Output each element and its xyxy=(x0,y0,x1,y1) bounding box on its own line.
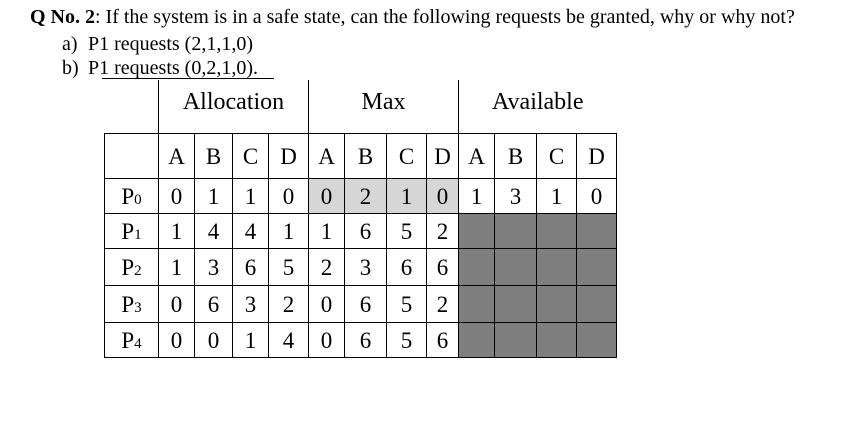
column-header-empty xyxy=(105,134,159,179)
allocation-cell: 1 xyxy=(195,179,233,214)
corner-cell xyxy=(105,80,159,134)
max-cell: 6 xyxy=(387,249,427,286)
column-header: D xyxy=(577,134,617,179)
column-header: B xyxy=(195,134,233,179)
allocation-cell: 1 xyxy=(233,323,269,358)
max-cell: 5 xyxy=(387,323,427,358)
allocation-cell: 3 xyxy=(195,249,233,286)
allocation-cell: 4 xyxy=(195,214,233,249)
table-row xyxy=(105,323,617,358)
column-header: C xyxy=(233,134,269,179)
column-header: B xyxy=(495,134,537,179)
column-header-row xyxy=(105,134,617,179)
process-name xyxy=(105,249,159,286)
max-cell: 1 xyxy=(309,214,345,249)
column-header: A xyxy=(159,134,195,179)
allocation-cell: 0 xyxy=(159,179,195,214)
available-cell: 1 xyxy=(537,179,577,214)
allocation-cell: 1 xyxy=(159,249,195,286)
process-label: P2 xyxy=(121,254,142,280)
available-cell xyxy=(495,249,537,286)
column-header: C xyxy=(387,134,427,179)
available-cell: 0 xyxy=(577,179,617,214)
allocation-cell: 0 xyxy=(195,323,233,358)
available-cell xyxy=(459,214,495,249)
table-row xyxy=(105,179,617,214)
sub-question-b-label: b) xyxy=(62,57,79,79)
max-cell: 0 xyxy=(427,179,459,214)
max-cell: 6 xyxy=(345,286,387,323)
process-label: P4 xyxy=(121,327,142,353)
available-cell xyxy=(495,323,537,358)
max-cell: 6 xyxy=(345,214,387,249)
available-cell xyxy=(577,249,617,286)
allocation-cell: 1 xyxy=(269,214,309,249)
table-row xyxy=(105,249,617,286)
available-cell xyxy=(537,214,577,249)
available-cell xyxy=(459,249,495,286)
table-row xyxy=(105,214,617,249)
question-number: Q No. 2 xyxy=(30,6,95,28)
column-header: B xyxy=(345,134,387,179)
group-available: Available xyxy=(459,80,617,134)
allocation-cell: 5 xyxy=(269,249,309,286)
divider xyxy=(102,78,274,79)
allocation-cell: 0 xyxy=(159,286,195,323)
allocation-cell: 4 xyxy=(233,214,269,249)
available-cell xyxy=(577,214,617,249)
allocation-cell: 4 xyxy=(269,323,309,358)
available-cell xyxy=(459,286,495,323)
available-cell xyxy=(537,286,577,323)
column-header: A xyxy=(459,134,495,179)
available-cell xyxy=(495,214,537,249)
max-cell: 0 xyxy=(309,179,345,214)
column-header: C xyxy=(537,134,577,179)
max-cell: 0 xyxy=(309,323,345,358)
process-name xyxy=(105,286,159,323)
max-cell: 2 xyxy=(309,249,345,286)
column-header: A xyxy=(309,134,345,179)
column-header: D xyxy=(269,134,309,179)
max-cell: 1 xyxy=(387,179,427,214)
max-cell: 2 xyxy=(427,214,459,249)
max-cell: 6 xyxy=(427,323,459,358)
table-row xyxy=(105,286,617,323)
resource-table xyxy=(104,80,617,358)
sub-question-b xyxy=(62,57,258,79)
allocation-cell: 0 xyxy=(159,323,195,358)
max-cell: 2 xyxy=(427,286,459,323)
max-cell: 3 xyxy=(345,249,387,286)
group-allocation: Allocation xyxy=(159,80,309,134)
allocation-cell: 6 xyxy=(195,286,233,323)
allocation-cell: 1 xyxy=(233,179,269,214)
sub-question-a-label: a) xyxy=(62,33,78,55)
group-max: Max xyxy=(309,80,459,134)
group-header-row xyxy=(105,80,617,134)
available-cell xyxy=(537,249,577,286)
process-label: P0 xyxy=(121,183,142,209)
available-cell xyxy=(577,286,617,323)
process-name xyxy=(105,179,159,214)
sub-question-a xyxy=(62,33,253,55)
allocation-cell: 2 xyxy=(269,286,309,323)
available-cell xyxy=(459,323,495,358)
allocation-cell: 3 xyxy=(233,286,269,323)
sub-question-b-text: P1 requests (0,2,1,0). xyxy=(88,57,258,79)
max-cell: 2 xyxy=(345,179,387,214)
process-label: P1 xyxy=(121,218,142,244)
available-cell xyxy=(537,323,577,358)
max-cell: 5 xyxy=(387,214,427,249)
column-header: D xyxy=(427,134,459,179)
max-cell: 6 xyxy=(345,323,387,358)
sub-question-a-text: P1 requests (2,1,1,0) xyxy=(88,33,253,55)
available-cell: 3 xyxy=(495,179,537,214)
allocation-cell: 0 xyxy=(269,179,309,214)
available-cell: 1 xyxy=(459,179,495,214)
max-cell: 0 xyxy=(309,286,345,323)
allocation-cell: 1 xyxy=(159,214,195,249)
question-text: : If the system is in a safe state, can the following requests be granted, why or why not? xyxy=(95,6,795,28)
question-title xyxy=(30,6,795,28)
available-cell xyxy=(577,323,617,358)
max-cell: 6 xyxy=(427,249,459,286)
allocation-cell: 6 xyxy=(233,249,269,286)
process-name xyxy=(105,323,159,358)
max-cell: 5 xyxy=(387,286,427,323)
process-label: P3 xyxy=(121,291,142,317)
available-cell xyxy=(495,286,537,323)
process-name xyxy=(105,214,159,249)
